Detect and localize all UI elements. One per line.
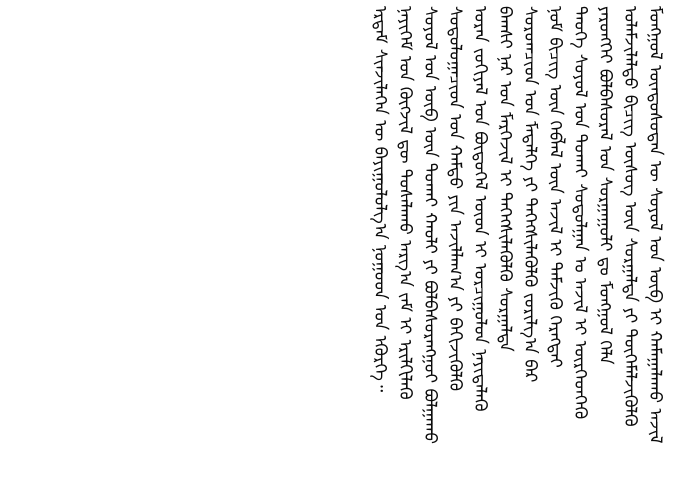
text-column: ᠨᠡᠶᠢᠭᠡᠮ ᠤᠨ ᠬᠥᠭᠵᠢᠯ ᠳᠦ ᠲᠤᠰᠠᠯᠠᠬᠤ ᠠᠷᠭ᠎ᠠ ᠵᠠᠮ ᠢ ᠡᠷᠢᠯᠬᠢᠯᠡᠬᠦ	[395, 6, 415, 400]
text-column: ᠰᠤᠶᠤᠯ ᠤᠨ ᠥᠪ ᠦᠨ ᠲᠤᠬᠠᠢ ᠬᠠᠤᠯᠢ ᠶᠢ ᠪᠣᠯᠪᠠᠰᠤᠷᠠᠩᠭᠤᠢ ᠪᠣᠯᠭᠠᠬᠤ	[420, 6, 440, 445]
text-column: ᠲᠡᠦᠬᠡ ᠰᠤᠶᠤᠯ ᠤᠨ ᠲᠤᠬᠠᠢ ᠰᠤᠳᠤᠯᠭᠠᠨ ᠤ ᠠᠵᠢᠯ ᠢ ᠥᠷᠭᠡᠳᠬᠡᠬᠦ	[570, 6, 590, 420]
text-column: ᠤᠷᠠᠨ ᠵᠣᠬᠢᠶᠠᠯ ᠤᠨ ᠪᠦᠲᠦᠭᠡᠯ ᠦᠳ ᠢ ᠣᠷᠴᠢᠭᠤᠯᠤᠨ ᠨᠡᠶᠢᠲᠡᠯᠡᠬᠦ	[470, 6, 490, 412]
text-column: ᠰᠤᠳᠤᠯᠤᠭᠠᠴᠢᠳ ᠤᠨ ᠬᠠᠮᠲᠤ ᠶᠢᠨ ᠠᠵᠢᠯᠯᠠᠭ᠎ᠠ ᠶᠢ ᠪᠡᠬᠢᠵᠢᠭᠦᠯᠬᠦ	[445, 6, 465, 392]
text-column: ᠨᠣᠮ ᠪᠢᠴᠢᠭ ᠦᠨ ᠬᠡᠪᠯᠡᠯ ᠦᠨ ᠠᠵᠢᠯ ᠢ ᠳᠡᠮᠵᠢᠬᠦ ᠬᠡᠷᠡᠭᠲᠡᠢ	[545, 6, 565, 368]
text-column: ᠮᠣᠩᠭᠣᠯ ᠦᠨᠳᠦᠰᠦᠲᠡᠨ ᠦ ᠰᠤᠶᠤᠯ ᠤᠨ ᠥᠪ ᠢ ᠬᠠᠮᠠᠭᠠᠯᠠᠬᠤ ᠠᠵᠢᠯ	[645, 6, 665, 444]
text-column: ᠡᠷᠳᠡᠮ ᠰᠢᠨᠵᠢᠯᠡᠭᠡᠨ ᠦ ᠪᠠᠶᠢᠭᠤᠯᠤᠯᠭ᠎ᠠ ᠨᠤᠭᠤᠳ ᠤᠨ ᠡᠭᠦᠷᠭᠡ᠃	[370, 6, 390, 393]
text-column: ᠶᠡᠷᠦᠩᠬᠡᠢ ᠪᠣᠯᠪᠠᠰᠤᠷᠠᠯ ᠤᠨ ᠰᠤᠷᠭᠠᠭᠤᠯᠢ ᠳᠤ ᠮᠣᠩᠭᠣᠯ ᠬᠡᠯᠡ	[595, 6, 615, 365]
text-column: ᠪᠠᠭᠰᠢ ᠨᠠᠷ ᠤᠨ ᠮᠡᠷᠭᠡᠵᠢᠯ ᠢ ᠳᠡᠭᠡᠭᠰᠢᠯᠡᠭᠦᠯᠬᠦ ᠰᠤᠷᠭᠠᠯᠲᠠ	[495, 6, 515, 352]
mongolian-text-body	[10, 6, 667, 494]
text-column: ᠰᠤᠷᠤᠭᠴᠢᠳ ᠤᠨ ᠮᠡᠳᠡᠯᠭᠡ ᠶᠢ ᠳᠡᠭᠡᠭᠰᠢᠯᠡᠭᠦᠯᠬᠦ ᠵᠣᠷᠢᠯᠭ᠎ᠠ ᠪᠠᠷ	[520, 6, 540, 383]
text-column: ᠤᠯᠠᠮᠵᠢᠯᠠᠯᠲᠤ ᠪᠢᠴᠢᠭ ᠦᠰᠦᠭ ᠦᠨ ᠰᠤᠷᠭᠠᠯᠲᠠ ᠶᠢ ᠲᠦᠭᠡᠮᠡᠯᠵᠢᠭᠦᠯᠬᠦ	[620, 6, 640, 427]
